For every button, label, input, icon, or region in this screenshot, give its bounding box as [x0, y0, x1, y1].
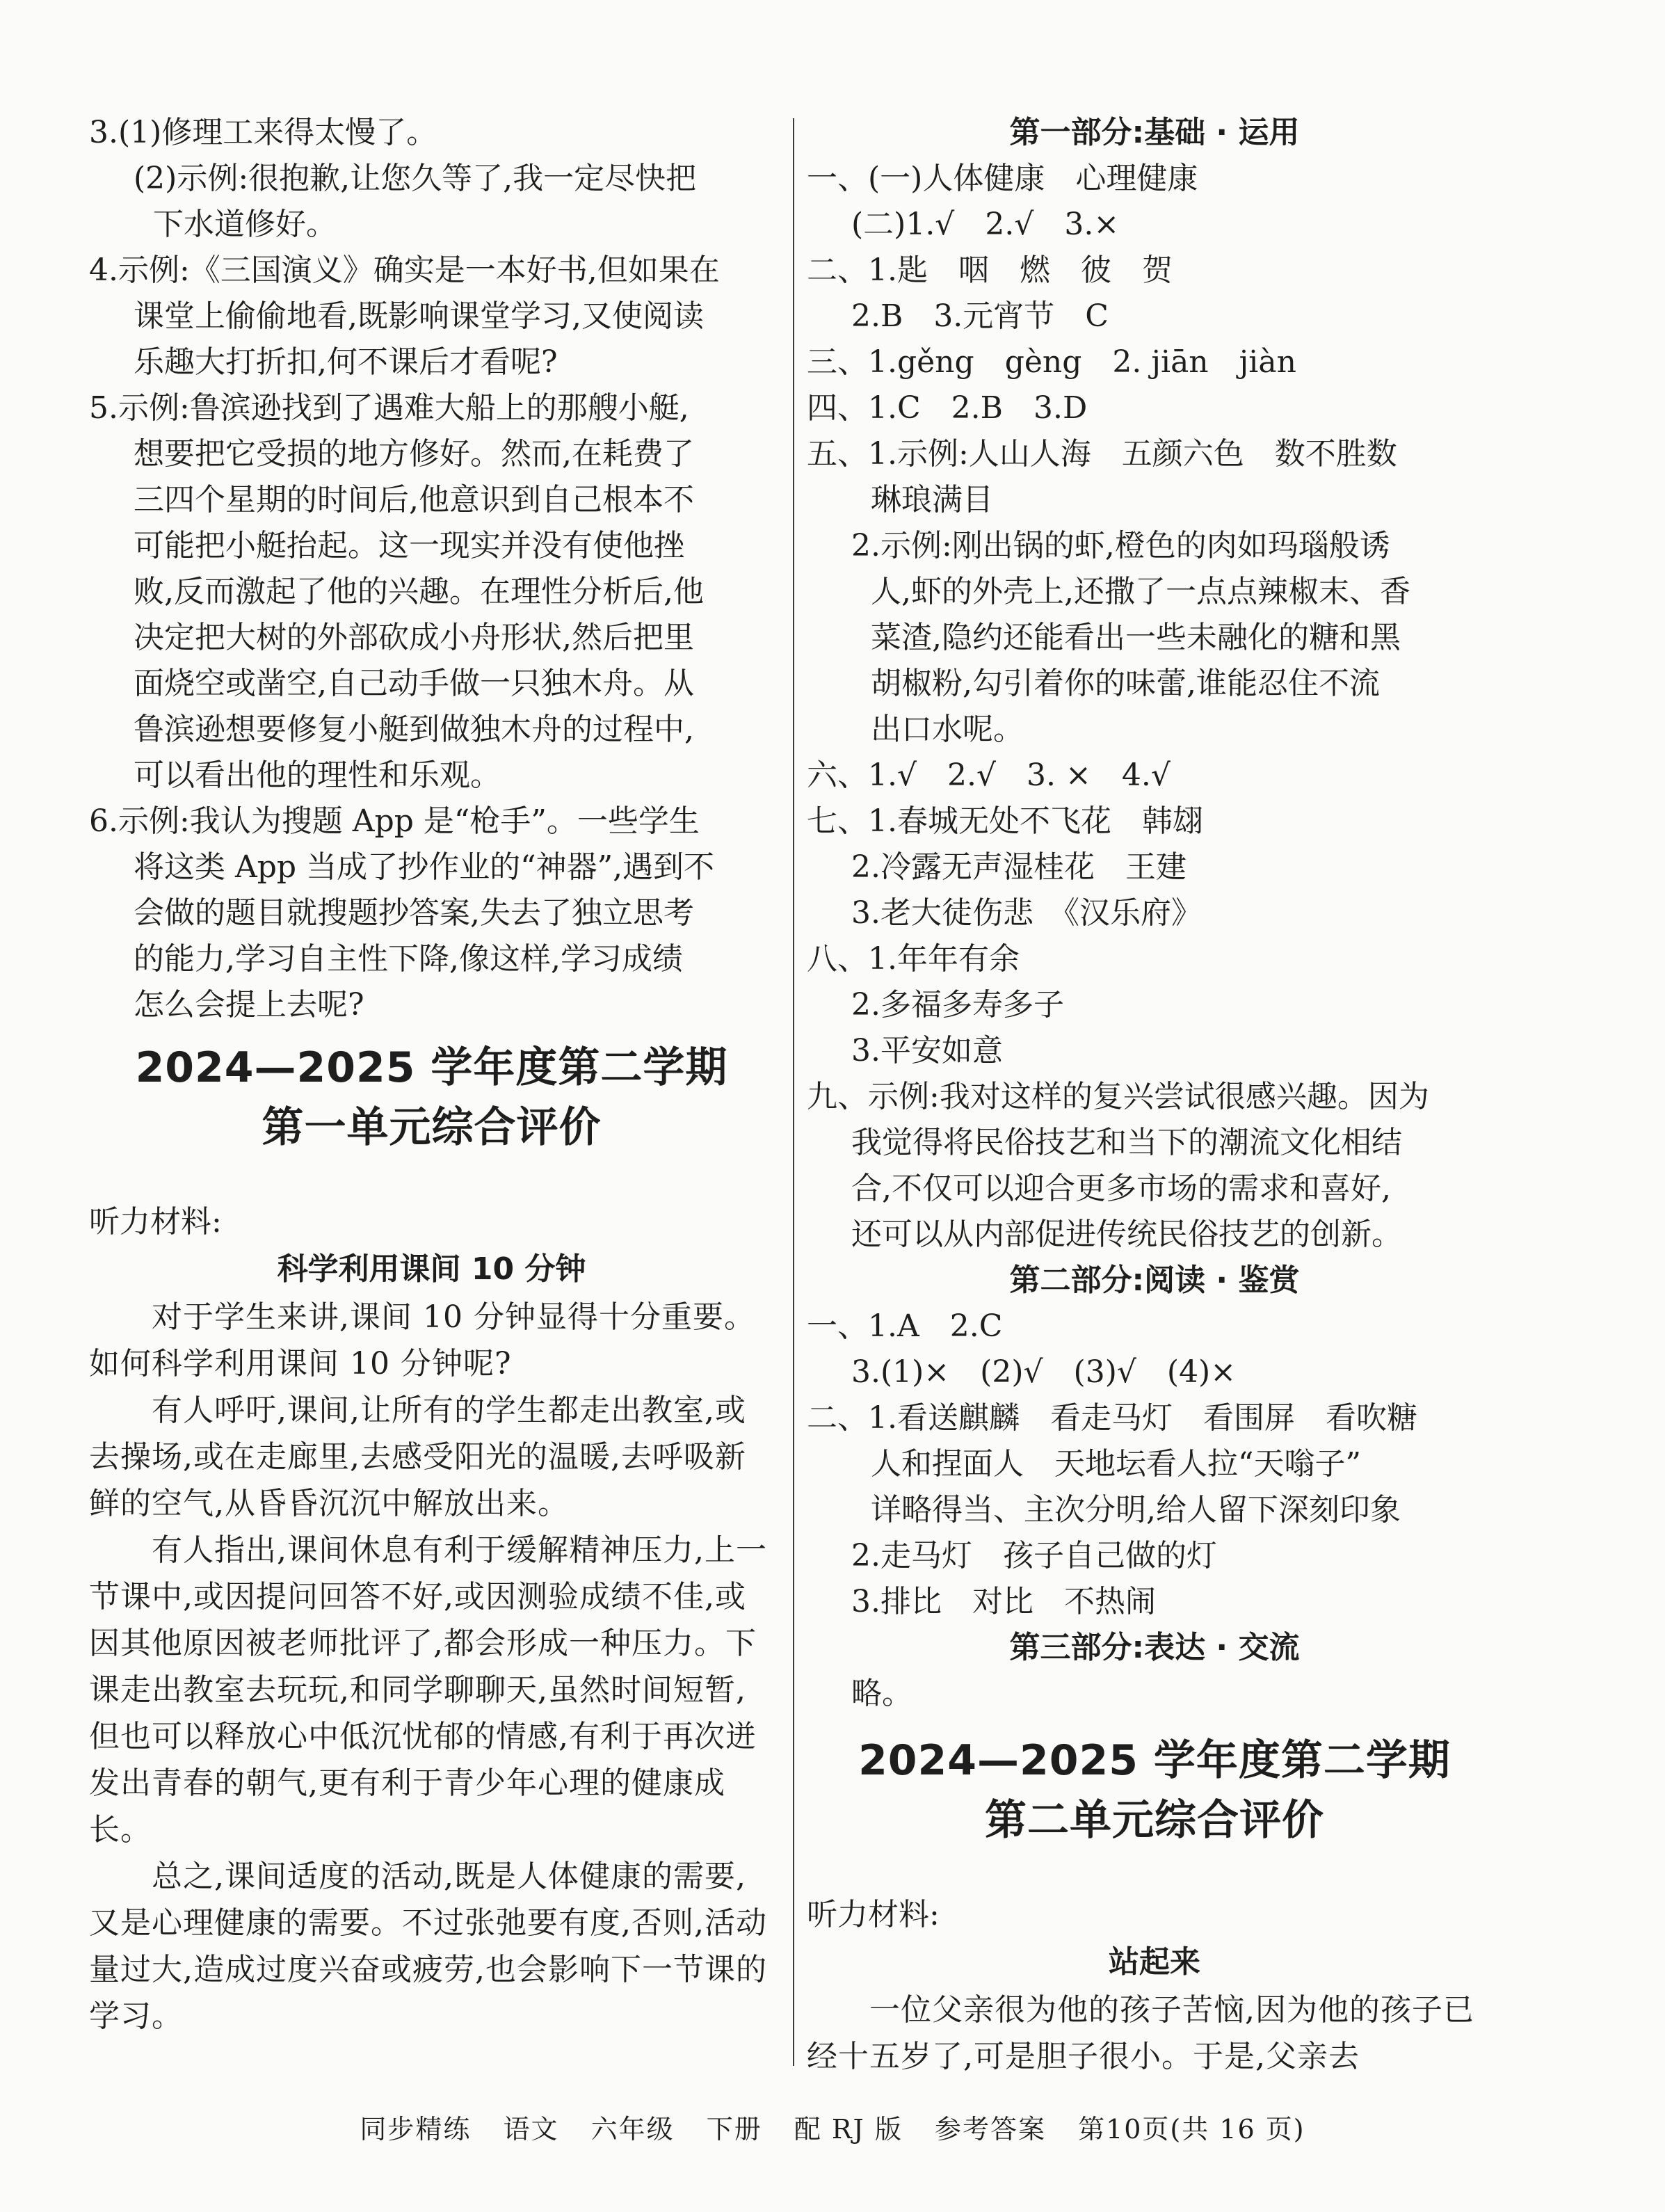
article-paragraph: 有人指出,课间休息有利于缓解精神压力,上一节课中,或因提问回答不好,或因测验成绩不佳,或因其他原因被老师批评了,都会形成一种压力。下课走出教室去玩玩,和同学聊聊天,虽然时间短暂,但也可以释放心中低沉忧郁的情感,有利于再次迸发出青春的朝气,更有利于青少年心理的健康成长。	[89, 1532, 767, 1848]
answer-6	[89, 799, 774, 1028]
answer-line: 详略得当、主次分明,给人留下深刻印象	[871, 1492, 1401, 1528]
answer-line: 败,反而激起了他的兴趣。在理性分析后,他	[134, 574, 704, 609]
article-title: 站起来	[1109, 1944, 1200, 1980]
answer-line: 一、1.A 2.C	[807, 1308, 1003, 1344]
article-paragraph: 有人呼吁,课间,让所有的学生都走出教室,或去操场,或在走廊里,去感受阳光的温暖,去呼吸新鲜的空气,从昏昏沉沉中解放出来。	[89, 1393, 746, 1521]
answer-line: 五、1.示例:人山人海 五颜六色 数不胜数	[807, 436, 1397, 472]
unit-title-year: 2024—2025 学年度第二学期	[858, 1736, 1451, 1785]
answer-line: 3.平安如意	[851, 1033, 1003, 1068]
page-footer	[0, 2108, 1665, 2146]
answer-line: 鲁滨逊想要修复小艇到做独木舟的过程中,	[134, 712, 694, 747]
unit-title-name: 第二单元综合评价	[985, 1796, 1324, 1845]
answer-line: 怎么会提上去呢?	[134, 987, 364, 1023]
footer-item: 语文	[503, 2114, 559, 2145]
footer-item: 配 RJ 版	[794, 2114, 903, 2145]
answer-line: 还可以从内部促进传统民俗技艺的创新。	[851, 1217, 1402, 1252]
answer-line: 九、示例:我对这样的复兴尝试很感兴趣。因为	[807, 1079, 1429, 1114]
answer-line: 六、1.√ 2.√ 3. × 4.√	[807, 758, 1171, 793]
unit-title-name: 第一单元综合评价	[262, 1103, 602, 1152]
listening-label: 听力材料:	[807, 1897, 940, 1932]
answer-line: 合,不仅可以迎合更多市场的需求和喜好,	[851, 1171, 1391, 1206]
footer-item: 第10页(共 16 页)	[1078, 2114, 1305, 2145]
article-paragraph: 总之,课间适度的活动,既是人体健康的需要,又是心理健康的需要。不过张弛要有度,否则,活动量过大,造成过度兴奋或疲劳,也会影响下一节课的学习。	[89, 1859, 767, 2034]
answer-line: 会做的题目就搜题抄答案,失去了独立思考	[134, 895, 694, 931]
answer-line: 3.(1)修理工来得太慢了。	[89, 115, 437, 150]
left-column	[89, 110, 774, 2039]
answer-line: 人,虾的外壳上,还撒了一点点辣椒末、香	[871, 574, 1410, 609]
article-title: 科学利用课间 10 分钟	[277, 1251, 586, 1287]
article-paragraph: 对于学生来讲,课间 10 分钟显得十分重要。如何科学利用课间 10 分钟呢?	[89, 1299, 755, 1381]
listening-label: 听力材料:	[89, 1204, 222, 1240]
column-divider	[793, 118, 794, 2066]
answer-line: 三四个星期的时间后,他意识到自己根本不	[134, 482, 694, 518]
answer-line: 6.示例:我认为搜题 App 是“枪手”。一些学生	[89, 803, 700, 839]
footer-item: 同步精练	[360, 2114, 472, 2145]
answer-line: 二、1.看送麒麟 看走马灯 看围屏 看吹糖	[807, 1400, 1417, 1436]
answer-line: (2)示例:很抱歉,让您久等了,我一定尽快把	[134, 161, 697, 196]
footer-item: 下册	[706, 2114, 762, 2145]
answer-3	[89, 110, 774, 248]
answer-line: 乐趣大打折扣,何不课后才看呢?	[134, 344, 558, 380]
answer-line: 七、1.春城无处不飞花 韩翃	[807, 803, 1203, 839]
article-paragraph: 一位父亲很为他的孩子苦恼,因为他的孩子已经十五岁了,可是胆子很小。于是,父亲去	[807, 1992, 1474, 2074]
answer-line: 面烧空或凿空,自己动手做一只独木舟。从	[134, 666, 694, 701]
answer-line: 想要把它受损的地方修好。然而,在耗费了	[134, 436, 694, 472]
answer-line: 胡椒粉,勾引着你的味蕾,谁能忍住不流	[871, 666, 1380, 701]
answer-line: 2.冷露无声湿桂花 王建	[851, 849, 1187, 885]
answer-line: 决定把大树的外部砍成小舟形状,然后把里	[134, 620, 694, 655]
unit-title-year: 2024—2025 学年度第二学期	[135, 1043, 728, 1092]
answer-line: 琳琅满目	[871, 482, 993, 518]
answer-line: 可以看出他的理性和乐观。	[134, 758, 501, 793]
answer-line: 略。	[851, 1676, 912, 1711]
answer-line: 三、1.gěng gèng 2. jiān jiàn	[807, 344, 1296, 380]
answer-line: 可能把小艇抬起。这一现实并没有使他挫	[134, 528, 684, 563]
answer-line: 菜渣,隐约还能看出一些未融化的糖和黑	[871, 620, 1401, 655]
part-heading: 第三部分:表达 · 交流	[1009, 1630, 1300, 1665]
answer-line: 4.示例:《三国演义》确实是一本好书,但如果在	[89, 253, 720, 288]
answer-line: 一、(一)人体健康 心理健康	[807, 161, 1198, 196]
part2-answers	[807, 1304, 1502, 1625]
answer-line: 八、1.年年有余	[807, 941, 1020, 977]
answer-4	[89, 248, 774, 385]
footer-item: 参考答案	[934, 2114, 1046, 2145]
answer-line: 四、1.C 2.B 3.D	[807, 390, 1088, 426]
answer-line: 2.示例:刚出锅的虾,橙色的肉如玛瑙般诱	[851, 528, 1390, 563]
answer-line: 人和捏面人 天地坛看人拉“天嗡子”	[871, 1446, 1361, 1482]
answer-line: 2.B 3.元宵节 C	[851, 298, 1109, 334]
answer-line: 二、1.匙 咽 燃 彼 贺	[807, 253, 1173, 288]
footer-item: 六年级	[590, 2114, 675, 2145]
part-heading: 第一部分:基础 · 运用	[1009, 115, 1300, 150]
answer-line: 下水道修好。	[153, 207, 337, 242]
answer-line: 2.多福多寿多子	[851, 987, 1064, 1023]
right-column	[807, 110, 1502, 2080]
answer-line: 3.老大徒伤悲 《汉乐府》	[851, 895, 1202, 931]
answer-line: 2.走马灯 孩子自己做的灯	[851, 1538, 1217, 1573]
answer-line: 3.排比 对比 不热闹	[851, 1584, 1156, 1619]
part1-answers	[807, 156, 1502, 1258]
answer-line: 出口水呢。	[871, 712, 1024, 747]
answer-line: 5.示例:鲁滨逊找到了遇难大船上的那艘小艇,	[89, 390, 689, 426]
answer-5	[89, 385, 774, 799]
answer-line: 我觉得将民俗技艺和当下的潮流文化相结	[851, 1125, 1402, 1160]
answer-line: 将这类 App 当成了抄作业的“神器”,遇到不	[134, 849, 715, 885]
answer-line: 的能力,学习自主性下降,像这样,学习成绩	[134, 941, 683, 977]
answer-line: 课堂上偷偷地看,既影响课堂学习,又使阅读	[134, 298, 704, 334]
answer-line: 3.(1)× (2)√ (3)√ (4)×	[851, 1354, 1237, 1390]
answer-line: (二)1.√ 2.√ 3.×	[851, 207, 1120, 242]
part-heading: 第二部分:阅读 · 鉴赏	[1009, 1263, 1300, 1298]
